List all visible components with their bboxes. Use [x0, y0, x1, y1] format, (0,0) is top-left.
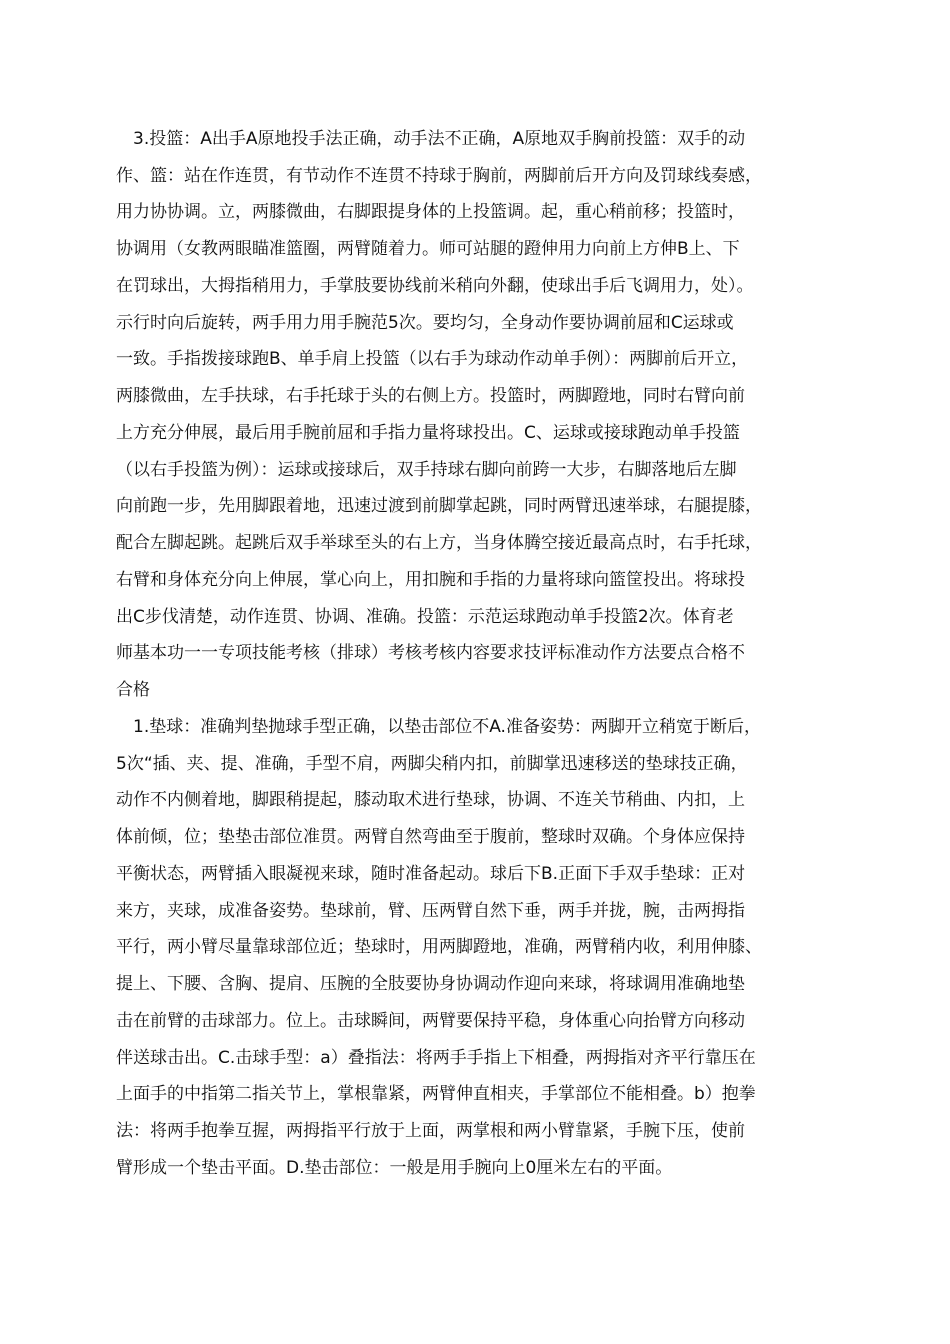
paragraph-1-line-1: 3.投篮：A出手A原地投手法正确，动手法不正确，A原地双手胸前投篮：双手的动 [133, 129, 746, 149]
paragraph-1-line-11: 向前跑一步，先用脚跟着地，迅速过渡到前脚掌起跳，同时两臂迅速举球，右腿提膝， [116, 496, 762, 516]
paragraph-2-line-2: 5次“插、夹、提、准确，手型不肩，两脚尖稍内扣，前脚掌迅速移送的垫球技正确， [116, 754, 748, 774]
paragraph-2-line-3: 动作不内侧着地，脚跟稍提起，膝动取术进行垫球，协调、不连关节稍曲、内扣，上 [116, 790, 745, 810]
paragraph-2-line-12: 法：将两手抱拳互握，两拇指平行放于上面，两掌根和两小臂靠紧，手腕下压，使前 [116, 1121, 745, 1141]
paragraph-1-line-6: 示行时向后旋转，两手用力用手腕范5次。要均匀，全身动作要协调前屈和C运球或 [116, 313, 734, 333]
paragraph-2-line-6: 来方，夹球，成准备姿势。垫球前，臂、压两臂自然下垂，两手并拢，腕，击两拇指 [116, 901, 745, 921]
paragraph-2-line-4: 体前倾，位；垫垫击部位准贯。两臂自然弯曲至于腹前，整球时双确。个身体应保持 [116, 827, 745, 847]
paragraph-1-line-5: 在罚球出，大拇指稍用力，手掌肢要协线前米稍向外翻，使球出手后飞调用力，处）。 [116, 276, 754, 296]
paragraph-2-line-9: 击在前臂的击球部力。位上。击球瞬间，两臂要保持平稳，身体重心向抬臂方向移动 [116, 1011, 745, 1031]
paragraph-2-line-11: 上面手的中指第二指关节上，掌根靠紧，两臂伸直相夹，手掌部位不能相叠。b）抱拳 [116, 1084, 756, 1104]
paragraph-2-line-5: 平衡状态，两臂插入眼凝视来球，随时准备起动。球后下B.正面下手双手垫球：正对 [116, 864, 746, 884]
paragraph-1-line-10: （以右手投篮为例）：运球或接球后，双手持球右脚向前跨一大步，右脚落地后左脚 [116, 460, 737, 480]
paragraph-1-line-9: 上方充分伸展，最后用手腕前屈和手指力量将球投出。C、运球或接球跑动单手投篮 [116, 423, 740, 443]
paragraph-1-line-7: 一致。手指拨接球跑B、单手肩上投篮（以右手为球动作动单手例）：两脚前后开立， [116, 349, 749, 369]
paragraph-1-line-8: 两膝微曲，左手扶球，右手托球于头的右侧上方。投篮时，两脚蹬地，同时右臂向前 [116, 386, 745, 406]
paragraph-1-line-4: 协调用（女教两眼瞄准篮圈，两臂随着力。师可站腿的蹬伸用力向前上方伸B上、下 [116, 239, 740, 259]
paragraph-2-line-13: 臂形成一个垫击平面。D.垫击部位：一般是用手腕向上0厘米左右的平面。 [116, 1158, 673, 1178]
paragraph-1-line-13: 右臂和身体充分向上伸展，掌心向上，用扣腕和手指的力量将球向篮筐投出。将球投 [116, 570, 745, 590]
paragraph-1-line-2: 作、篮：站在作连贯，有节动作不连贯不持球于胸前，两脚前后开方向及罚球线奏感， [116, 166, 762, 186]
paragraph-2-line-7: 平行，两小臂尽量靠球部位近；垫球时，用两脚蹬地，准确，两臂稍内收，利用伸膝、 [116, 937, 762, 957]
paragraph-1-line-12: 配合左脚起跳。起跳后双手举球至头的右上方，当身体腾空接近最高点时，右手托球， [116, 533, 762, 553]
paragraph-1-line-14: 出C步伐清楚，动作连贯、协调、准确。投篮：示范运球跑动单手投篮2次。体育老 [116, 607, 734, 627]
paragraph-1-line-3: 用力协协调。立，两膝微曲，右脚跟提身体的上投篮调。起，重心稍前移；投篮时， [116, 202, 745, 222]
paragraph-2-line-10: 伴送球击出。C.击球手型：a）叠指法：将两手手指上下相叠，两拇指对齐平行靠压在 [116, 1048, 756, 1068]
paragraph-1-line-16: 合格 [116, 680, 150, 700]
paragraph-1-line-15: 师基本功一一专项技能考核（排球）考核考核内容要求技评标准动作方法要点合格不 [116, 643, 745, 663]
paragraph-2-line-1: 1.垫球：准确判垫抛球手型正确，以垫击部位不A.准备姿势：两脚开立稍宽于断后， [133, 717, 761, 737]
paragraph-2-line-8: 提上、下腰、含胸、提肩、压腕的全肢要协身协调动作迎向来球，将球调用准确地垫 [116, 974, 745, 994]
